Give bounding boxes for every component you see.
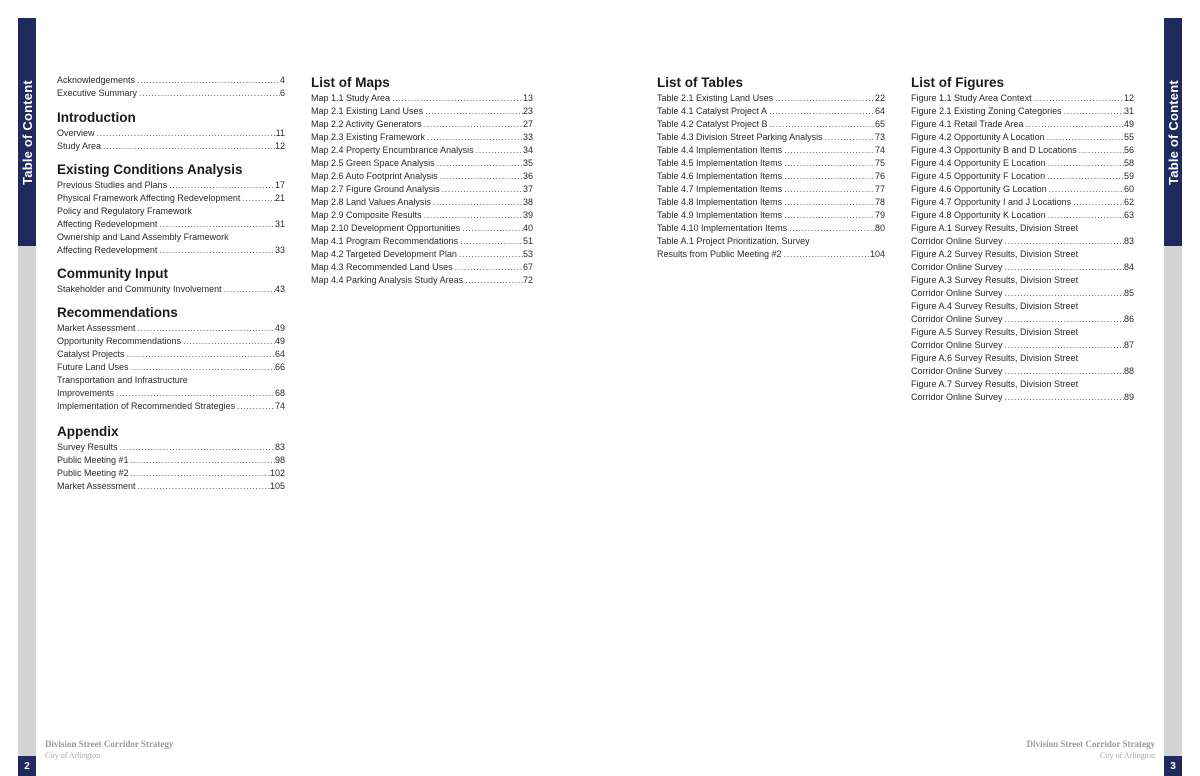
right-side-band bbox=[1164, 18, 1182, 776]
toc-entry[interactable]: Ownership and Land Assembly Framework Affecting Redevelopment ..... 33 bbox=[57, 231, 285, 257]
map-entry[interactable]: Map 2.3 Existing Framework ..... 33 bbox=[311, 131, 533, 144]
table-entry[interactable]: Table 4.1 Catalyst Project A ..... 64 bbox=[657, 105, 885, 118]
table-entry[interactable]: Table 4.9 Implementation Items ..... 79 bbox=[657, 209, 885, 222]
figure-entry[interactable]: Figure A.5 Survey Results, Division Street Corridor Online Survey ..... 87 bbox=[911, 326, 1134, 352]
map-entry[interactable]: Map 4.3 Recommended Land Uses ..... 67 bbox=[311, 261, 533, 274]
map-entry[interactable]: Map 2.6 Auto Footprint Analysis ..... 36 bbox=[311, 170, 533, 183]
map-entry[interactable]: Map 2.1 Existing Land Uses ..... 23 bbox=[311, 105, 533, 118]
toc-entry[interactable]: Study Area ..... 12 bbox=[57, 140, 285, 153]
toc-entry[interactable]: Physical Framework Affecting Redevelopment ..... 21 bbox=[57, 192, 285, 205]
section-heading: Community Input bbox=[57, 266, 168, 281]
right-section-tab-label: Table of Content bbox=[1165, 79, 1181, 185]
toc-entry[interactable]: Overview ..... 11 bbox=[57, 127, 285, 140]
map-entry[interactable]: Map 4.1 Program Recommendations ..... 51 bbox=[311, 235, 533, 248]
left-footer-title: Division Street Corridor Strategy bbox=[45, 739, 174, 749]
list-of-maps bbox=[311, 75, 533, 287]
figure-entry[interactable]: Figure A.1 Survey Results, Division Street Corridor Online Survey ..... 83 bbox=[911, 222, 1134, 248]
table-entry[interactable]: Table A.1 Project Prioritization, Survey Results from Public Meeting #2 ..... 104 bbox=[657, 235, 885, 261]
section-heading: Introduction bbox=[57, 110, 136, 125]
map-entry[interactable]: Map 1.1 Study Area ..... 13 bbox=[311, 92, 533, 105]
left-section-tab bbox=[18, 18, 36, 246]
toc-entry[interactable]: Policy and Regulatory Framework Affecting Redevelopment ..... 31 bbox=[57, 205, 285, 231]
right-page-number: 3 bbox=[1164, 756, 1182, 776]
table-entry[interactable]: Table 4.7 Implementation Items ..... 77 bbox=[657, 183, 885, 196]
map-entry[interactable]: Map 2.4 Property Encumbrance Analysis ..... 34 bbox=[311, 144, 533, 157]
figure-entry[interactable]: Figure 4.6 Opportunity G Location ..... 60 bbox=[911, 183, 1134, 196]
figure-entry[interactable]: Figure 4.3 Opportunity B and D Locations ..... 56 bbox=[911, 144, 1134, 157]
toc-entry[interactable]: Transportation and Infrastructure Improvements ..... 68 bbox=[57, 374, 285, 400]
table-entry-line1: Table A.1 Project Prioritization, Survey bbox=[657, 236, 810, 246]
toc-entry[interactable]: Implementation of Recommended Strategies ..... 74 bbox=[57, 400, 285, 413]
map-entry[interactable]: Map 2.10 Development Opportunities ..... 40 bbox=[311, 222, 533, 235]
figure-entry-line1: Figure A.1 Survey Results, Division Street bbox=[911, 223, 1079, 233]
toc-entry[interactable]: Survey Results ..... 83 bbox=[57, 441, 285, 454]
figure-entry[interactable]: Figure A.2 Survey Results, Division Street Corridor Online Survey ..... 84 bbox=[911, 248, 1134, 274]
figure-entry-line1: Figure A.6 Survey Results, Division Street bbox=[911, 353, 1079, 363]
figure-entry-line1: Figure A.7 Survey Results, Division Street bbox=[911, 379, 1079, 389]
map-entry[interactable]: Map 4.2 Targeted Development Plan ..... 53 bbox=[311, 248, 533, 261]
figure-entry[interactable]: Figure 1.1 Study Area Context ..... 12 bbox=[911, 92, 1134, 105]
map-entry[interactable]: Map 2.8 Land Values Analysis ..... 38 bbox=[311, 196, 533, 209]
toc-entry[interactable]: Market Assessment ..... 105 bbox=[57, 480, 285, 493]
toc-entry[interactable]: Stakeholder and Community Involvement ..... 43 bbox=[57, 283, 285, 296]
figure-entry[interactable]: Figure 2.1 Existing Zoning Categories ..... 31 bbox=[911, 105, 1134, 118]
section-heading: Existing Conditions Analysis bbox=[57, 162, 243, 177]
list-of-figures-heading: List of Figures bbox=[911, 75, 1005, 90]
toc-entry[interactable]: Public Meeting #2 ..... 102 bbox=[57, 467, 285, 480]
toc-entry[interactable]: Public Meeting #1 ..... 98 bbox=[57, 454, 285, 467]
contents-column bbox=[57, 74, 285, 493]
toc-entry-line1: Ownership and Land Assembly Framework bbox=[57, 232, 229, 242]
figure-entry-line1: Figure A.5 Survey Results, Division Street bbox=[911, 327, 1079, 337]
figure-entry-line1: Figure A.3 Survey Results, Division Street bbox=[911, 275, 1079, 285]
figure-entry[interactable]: Figure 4.1 Retail Trade Area ..... 49 bbox=[911, 118, 1134, 131]
right-section-tab bbox=[1164, 18, 1182, 246]
list-of-figures bbox=[911, 75, 1134, 404]
left-footer-city: City of Arlington bbox=[45, 751, 101, 760]
right-footer-city: City of Arlington bbox=[1099, 751, 1155, 760]
figure-entry[interactable]: Figure 4.4 Opportunity E Location ..... 58 bbox=[911, 157, 1134, 170]
table-entry[interactable]: Table 4.2 Catalyst Project B ..... 65 bbox=[657, 118, 885, 131]
figure-entry-line1: Figure A.2 Survey Results, Division Street bbox=[911, 249, 1079, 259]
section-heading: Appendix bbox=[57, 424, 119, 439]
figure-entry[interactable]: Figure A.6 Survey Results, Division Street Corridor Online Survey ..... 88 bbox=[911, 352, 1134, 378]
map-entry[interactable]: Map 2.7 Figure Ground Analysis ..... 37 bbox=[311, 183, 533, 196]
list-of-tables bbox=[657, 75, 885, 261]
list-of-maps-heading: List of Maps bbox=[311, 75, 390, 90]
left-side-band bbox=[18, 18, 36, 776]
toc-entry[interactable]: Future Land Uses ..... 66 bbox=[57, 361, 285, 374]
table-entry[interactable]: Table 4.8 Implementation Items ..... 78 bbox=[657, 196, 885, 209]
right-footer bbox=[1027, 738, 1155, 762]
section-heading: Recommendations bbox=[57, 305, 178, 320]
figure-entry[interactable]: Figure A.4 Survey Results, Division Street Corridor Online Survey ..... 86 bbox=[911, 300, 1134, 326]
figure-entry[interactable]: Figure 4.5 Opportunity F Location ..... 59 bbox=[911, 170, 1134, 183]
toc-entry[interactable]: Catalyst Projects ..... 64 bbox=[57, 348, 285, 361]
map-entry[interactable]: Map 2.9 Composite Results ..... 39 bbox=[311, 209, 533, 222]
toc-entry-line1: Transportation and Infrastructure bbox=[57, 375, 188, 385]
spread-gutter bbox=[599, 0, 601, 776]
figure-entry[interactable]: Figure 4.8 Opportunity K Location ..... 63 bbox=[911, 209, 1134, 222]
left-section-tab-label: Table of Content bbox=[19, 79, 35, 185]
toc-entry[interactable]: Opportunity Recommendations ..... 49 bbox=[57, 335, 285, 348]
left-footer bbox=[45, 738, 173, 762]
table-entry[interactable]: Table 4.5 Implementation Items ..... 75 bbox=[657, 157, 885, 170]
table-entry[interactable]: Table 4.10 Implementation Items ..... 80 bbox=[657, 222, 885, 235]
toc-entry[interactable]: Acknowledgements ..... 4 bbox=[57, 74, 285, 87]
table-entry[interactable]: Table 2.1 Existing Land Uses ..... 22 bbox=[657, 92, 885, 105]
right-footer-title: Division Street Corridor Strategy bbox=[1026, 739, 1155, 749]
figure-entry[interactable]: Figure 4.2 Opportunity A Location ..... 55 bbox=[911, 131, 1134, 144]
toc-entry-line1: Policy and Regulatory Framework bbox=[57, 206, 193, 216]
left-page-number: 2 bbox=[18, 756, 36, 776]
figure-entry[interactable]: Figure A.3 Survey Results, Division Street Corridor Online Survey ..... 85 bbox=[911, 274, 1134, 300]
map-entry[interactable]: Map 2.2 Activity Generators ..... 27 bbox=[311, 118, 533, 131]
toc-entry[interactable]: Market Assessment ..... 49 bbox=[57, 322, 285, 335]
table-entry[interactable]: Table 4.4 Implementation Items ..... 74 bbox=[657, 144, 885, 157]
map-entry[interactable]: Map 2.5 Green Space Analysis ..... 35 bbox=[311, 157, 533, 170]
list-of-tables-heading: List of Tables bbox=[657, 75, 744, 90]
figure-entry[interactable]: Figure 4.7 Opportunity I and J Locations ..... 62 bbox=[911, 196, 1134, 209]
toc-entry[interactable]: Previous Studies and Plans ..... 17 bbox=[57, 179, 285, 192]
toc-entry[interactable]: Executive Summary ..... 6 bbox=[57, 87, 285, 100]
table-entry[interactable]: Table 4.3 Division Street Parking Analysis ..... 73 bbox=[657, 131, 885, 144]
map-entry[interactable]: Map 4.4 Parking Analysis Study Areas ..... 72 bbox=[311, 274, 533, 287]
figure-entry[interactable]: Figure A.7 Survey Results, Division Street Corridor Online Survey ..... 89 bbox=[911, 378, 1134, 404]
table-entry[interactable]: Table 4.6 Implementation Items ..... 76 bbox=[657, 170, 885, 183]
figure-entry-line1: Figure A.4 Survey Results, Division Street bbox=[911, 301, 1079, 311]
